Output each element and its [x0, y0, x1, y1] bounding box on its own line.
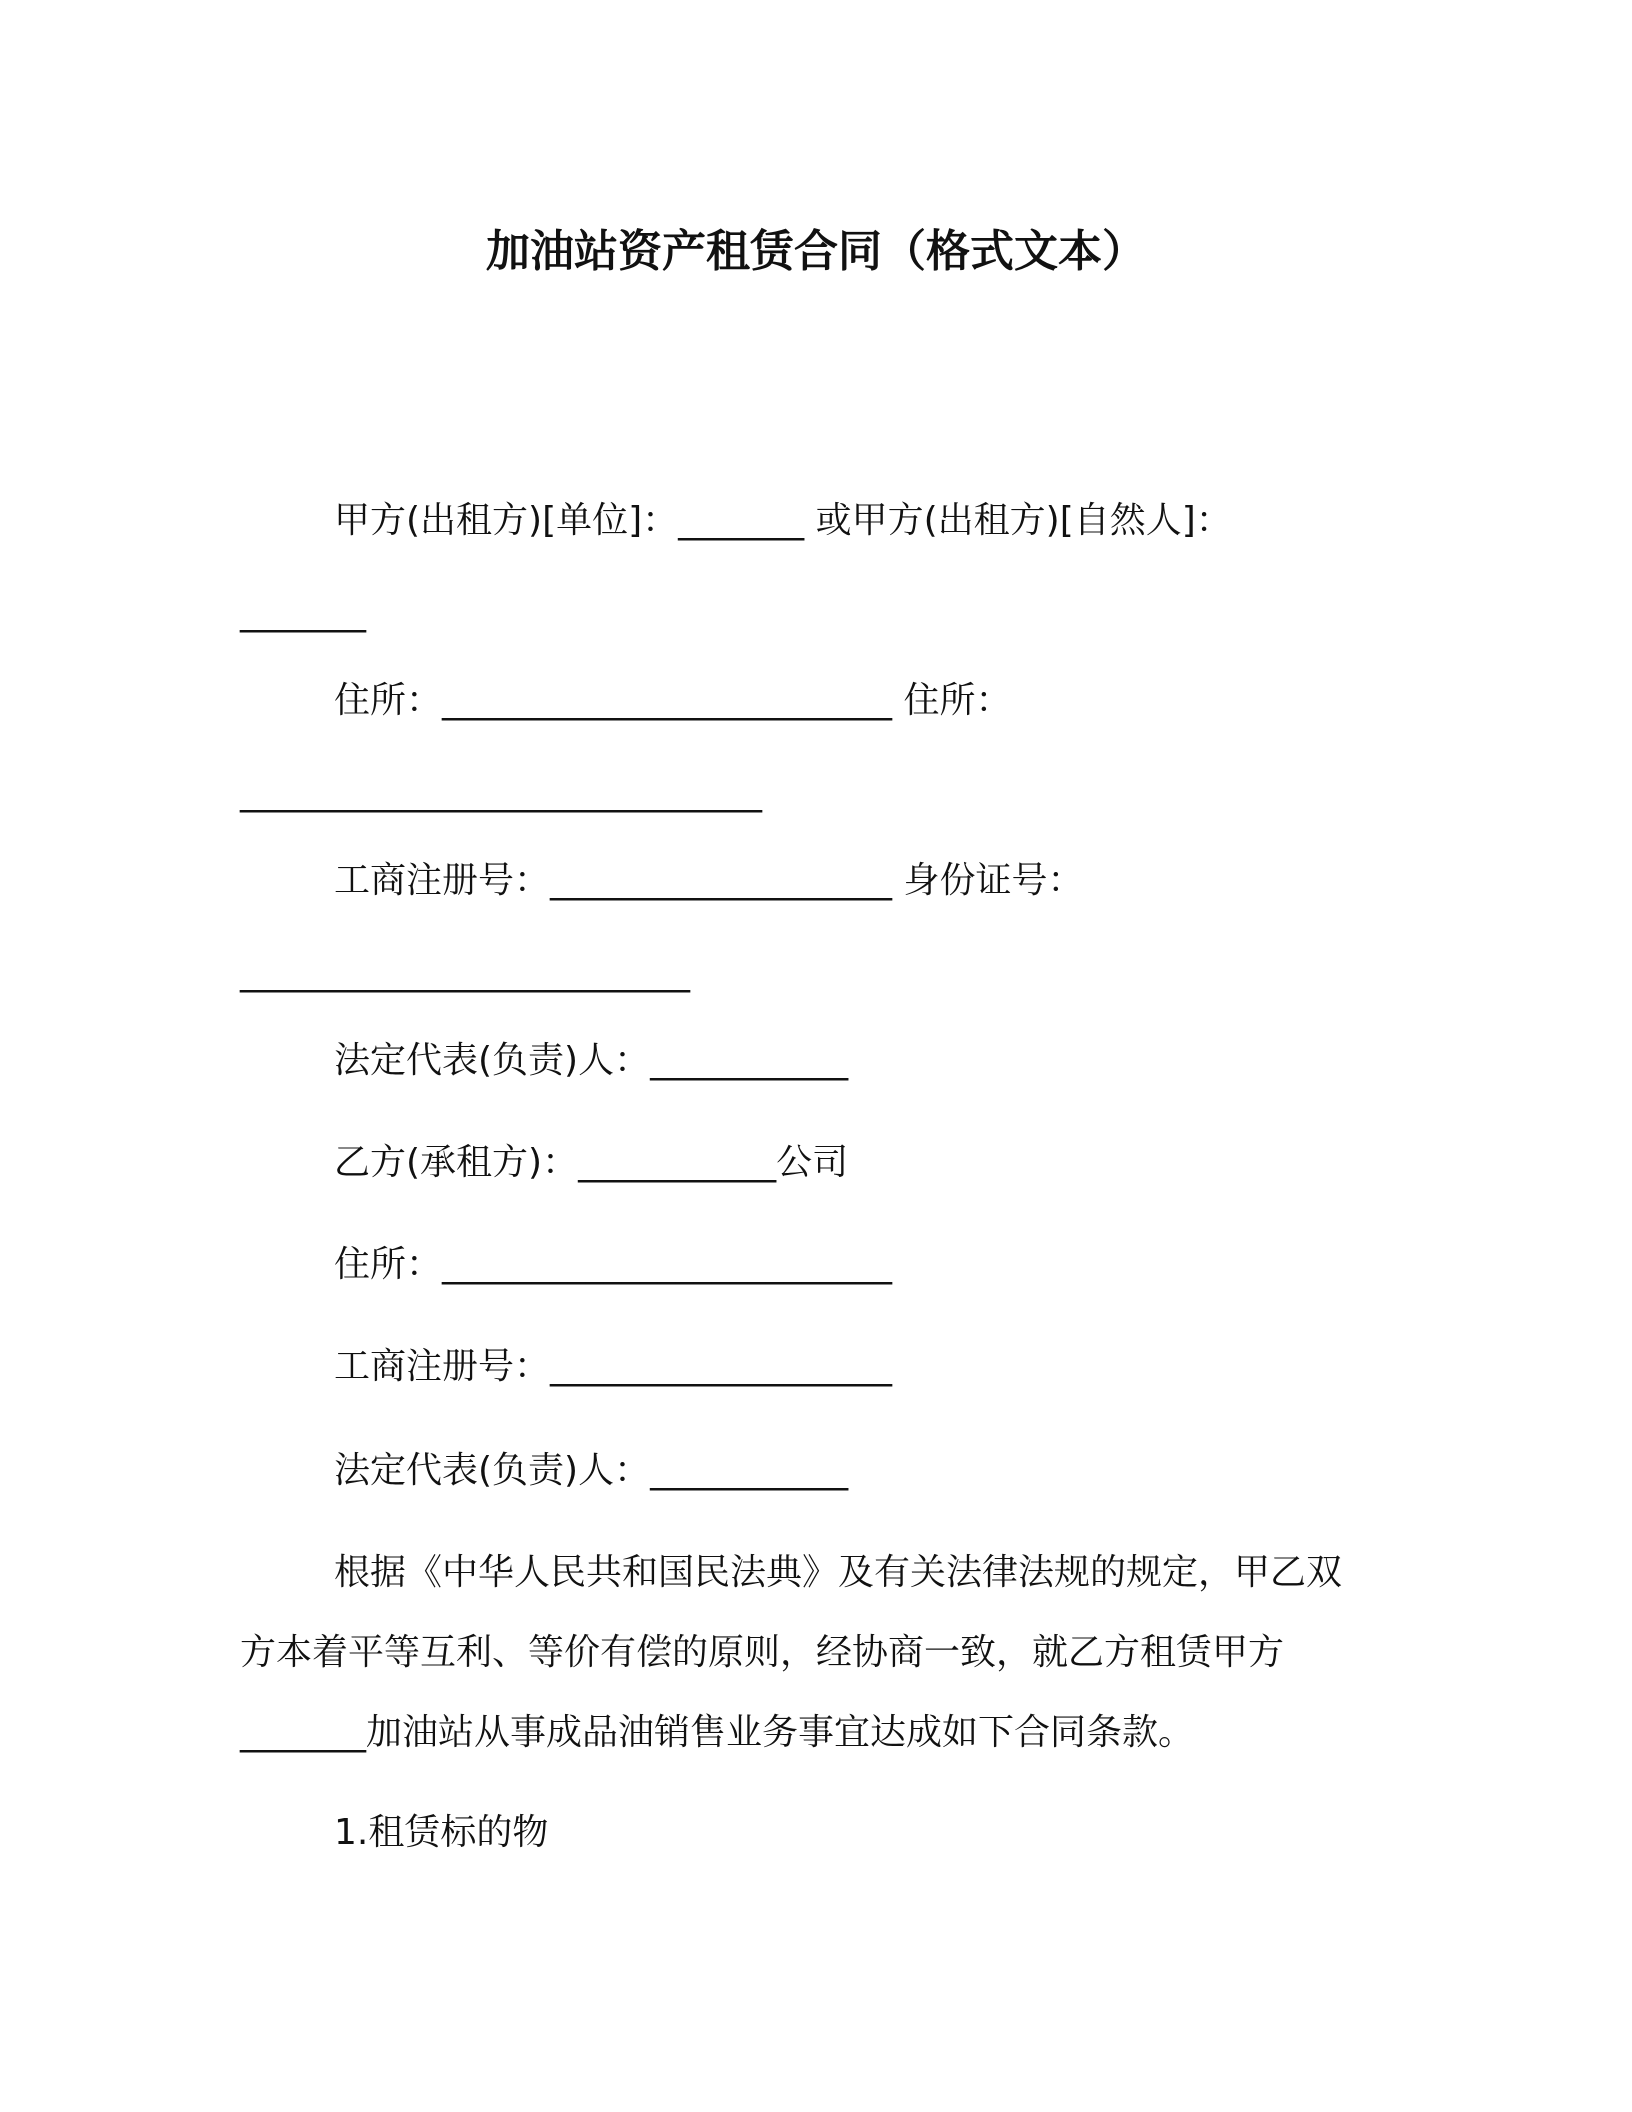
party-a-address-blank: _____________________________ [240, 772, 762, 813]
party-a-address-line: 住所：_________________________ 住所： [334, 680, 1012, 721]
party-b-line: 乙方(承租方)：___________公司 [334, 1142, 849, 1183]
preamble-line-1: 根据《中华人民共和国民法典》及有关法律法规的规定，甲乙双 [334, 1552, 1343, 1593]
section-heading-1: 1.租赁标的物 [334, 1812, 549, 1853]
document-title: 加油站资产租赁合同（格式文本） [486, 226, 1146, 277]
preamble-line-3: _______加油站从事成品油销售业务事宜达成如下合同条款。 [240, 1712, 1195, 1753]
party-a-id-blank: _________________________ [240, 952, 690, 993]
party-a-unit-line: 甲方(出租方)[单位]：_______ 或甲方(出租方)[自然人]： [334, 500, 1232, 541]
preamble-line-2: 方本着平等互利、等价有偿的原则，经协商一致，就乙方租赁甲方 [240, 1632, 1285, 1673]
party-b-legal-rep-line: 法定代表(负责)人：___________ [334, 1450, 849, 1491]
party-a-registration-line: 工商注册号：___________________ 身份证号： [334, 860, 1084, 901]
party-b-registration-line: 工商注册号：___________________ [334, 1346, 893, 1387]
party-b-address-line: 住所：_________________________ [334, 1244, 893, 1285]
party-a-legal-rep-line: 法定代表(负责)人：___________ [334, 1040, 849, 1081]
party-a-person-blank: _______ [240, 592, 366, 633]
